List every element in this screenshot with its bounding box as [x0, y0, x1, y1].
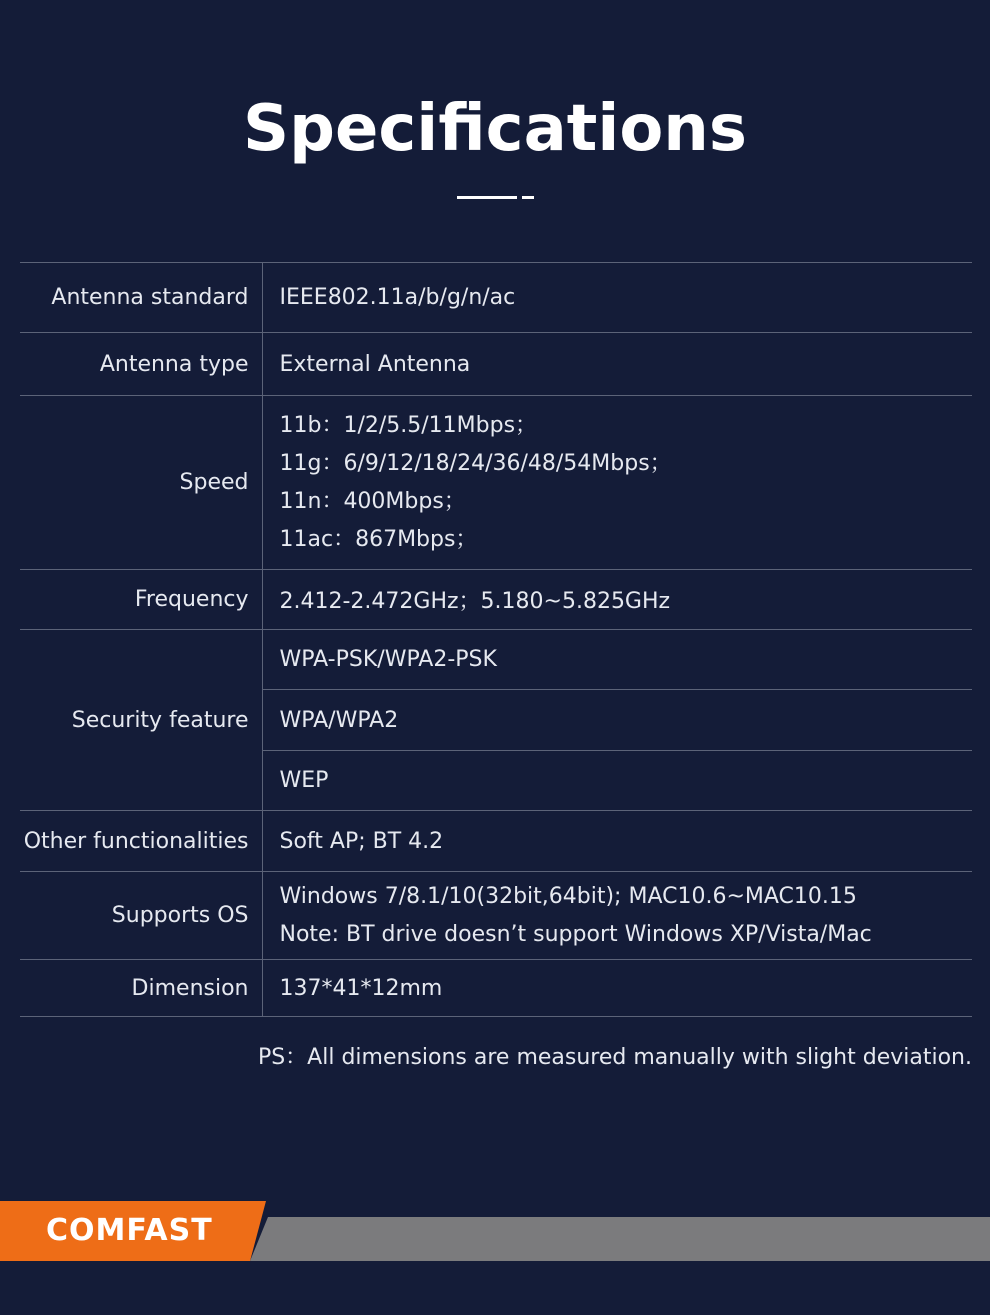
table-row-other-functionalities [20, 811, 972, 872]
title-underline-dot [522, 196, 534, 199]
spec-value-line: 11g：6/9/12/18/24/36/48/54Mbps； [279, 450, 672, 476]
table-row-speed [20, 396, 972, 570]
table-row-frequency [20, 570, 972, 630]
table-row-antenna-standard [20, 263, 972, 333]
table-row-antenna-type [20, 333, 972, 396]
spec-value-multiline [262, 396, 972, 570]
page-title: Specifications [243, 92, 747, 166]
spec-label: Frequency [20, 570, 262, 630]
spec-label: Speed [20, 396, 262, 570]
spec-value-multiline [262, 872, 972, 960]
spec-table [20, 262, 972, 1017]
title-underline [457, 196, 517, 199]
table-row-dimension [20, 960, 972, 1017]
spec-value: 2.412-2.472GHz；5.180~5.825GHz [262, 570, 972, 630]
spec-label: Antenna type [20, 333, 262, 396]
spec-value: WPA/WPA2 [262, 690, 972, 751]
spec-value: IEEE802.11a/b/g/n/ac [262, 263, 972, 333]
spec-label: Supports OS [20, 872, 262, 960]
spec-value: Soft AP; BT 4.2 [262, 811, 972, 872]
footer-gray-bar [250, 1217, 990, 1261]
spec-value-line: 11n：400Mbps； [279, 488, 466, 514]
spec-label: Antenna standard [20, 263, 262, 333]
table-row-supports-os [20, 872, 972, 960]
spec-label: Security feature [20, 630, 262, 811]
spec-value: WPA-PSK/WPA2-PSK [262, 630, 972, 690]
spec-value-line: 11ac：867Mbps； [279, 526, 478, 552]
spec-label: Dimension [20, 960, 262, 1017]
spec-value-line: Note: BT drive doesn’t support Windows XP/Vista/Mac [279, 921, 872, 947]
footnote: PS：All dimensions are measured manually with slight deviation. [257, 1045, 972, 1070]
spec-label: Other functionalities [20, 811, 262, 872]
table-row-security-1 [20, 630, 972, 690]
spec-value-line: Windows 7/8.1/10(32bit,64bit); MAC10.6~MAC10.15 [279, 883, 857, 909]
spec-value: WEP [262, 751, 972, 811]
spec-value: 137*41*12mm [262, 960, 972, 1017]
brand-logo: COMFAST [46, 1213, 213, 1248]
spec-value: External Antenna [262, 333, 972, 396]
spec-value-line: 11b：1/2/5.5/11Mbps； [279, 412, 538, 438]
